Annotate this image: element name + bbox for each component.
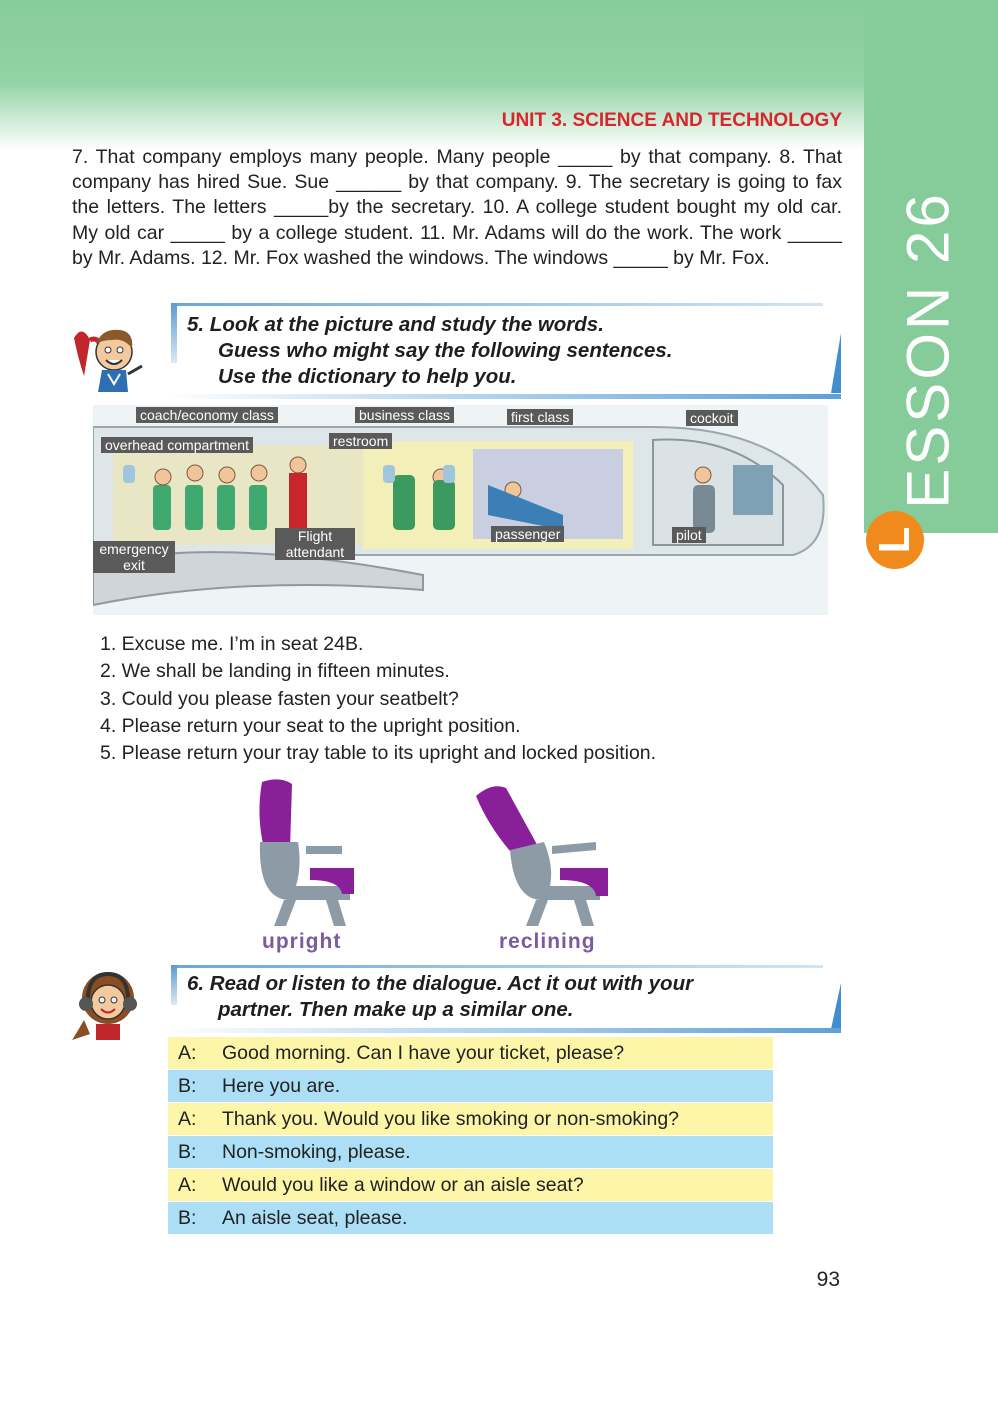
- label-cockpit: cockoit: [686, 410, 738, 426]
- speaker-label: B:: [178, 1074, 197, 1097]
- unit-title: UNIT 3. SCIENCE AND TECHNOLOGY: [501, 110, 842, 131]
- list-item: 1. Excuse me. I’m in seat 24B.: [100, 633, 364, 655]
- dialogue-row: [168, 1202, 773, 1234]
- task-6-line-1: 6. Read or listen to the dialogue. Act it out with your: [187, 972, 694, 995]
- dialogue-line: Good morning. Can I have your ticket, please?: [222, 1041, 625, 1064]
- speaker-label: A:: [178, 1107, 197, 1130]
- dialogue-row: [168, 1136, 773, 1168]
- task-5-box: [165, 303, 841, 398]
- dialogue-row: [168, 1103, 773, 1135]
- sentences-list: [100, 631, 656, 767]
- dialogue-line: Non-smoking, please.: [222, 1140, 411, 1163]
- list-item: 3. Could you please fasten your seatbelt?: [100, 687, 459, 710]
- dialogue-table: [168, 1037, 773, 1235]
- label-first-class: first class: [507, 409, 573, 425]
- reclining-seat-icon: [470, 780, 620, 930]
- speaker-label: B:: [178, 1206, 197, 1229]
- label-overhead-compartment: overhead compartment: [101, 437, 253, 453]
- dialogue-line: Would you like a window or an aisle seat?: [222, 1173, 584, 1196]
- upright-seat-icon: [250, 776, 370, 931]
- reclining-caption: reclining: [499, 930, 596, 953]
- label-coach-class: coach/economy class: [136, 407, 278, 423]
- task-5-instructions: [187, 312, 673, 390]
- girl-mascot-icon: [68, 964, 148, 1042]
- dialogue-line: Thank you. Would you like smoking or non-smoking?: [222, 1107, 680, 1130]
- label-restroom: restroom: [329, 433, 392, 449]
- label-flight-attendant: Flight attendant: [275, 528, 355, 560]
- task-5-line-2: Guess who might say the following sentences.: [218, 339, 673, 362]
- list-item: 2. We shall be landing in fifteen minutes.: [100, 660, 450, 683]
- speaker-label: A:: [178, 1041, 197, 1064]
- label-emergency-exit: emergency exit: [93, 541, 175, 573]
- label-business-class: business class: [355, 407, 454, 423]
- dialogue-line: An aisle seat, please.: [222, 1206, 408, 1229]
- lesson-letter: L: [870, 526, 919, 554]
- lesson-letter-badge: [866, 511, 924, 569]
- label-passenger: passenger: [491, 526, 564, 542]
- airplane-cabin-illustration: [93, 405, 828, 615]
- dialogue-line: Here you are.: [222, 1074, 341, 1097]
- task-6-box: [165, 965, 841, 1033]
- lesson-title: ESSON 26: [894, 191, 962, 509]
- list-item: 5. Please return your tray table to its upright and locked position.: [100, 742, 657, 765]
- speaker-label: B:: [178, 1140, 197, 1163]
- exercise-4-continuation: 7. That company employs many people. Many people _____ by that company. 8. That company has hired Sue. Sue ______ by that company. 9. The secretary is going to fax the letters. The letters _____by the secretary. 10. A college student bought my old car. My old car _____ by a college student. 11. Mr. Adams will do the work. The work _____ by Mr. Adams. 12. Mr. Fox washed the windows. The windows _____ by Mr. Fox.: [72, 146, 842, 269]
- task-5-line-3: Use the dictionary to help you.: [218, 365, 517, 388]
- task-6-instructions: [187, 971, 693, 1023]
- boy-mascot-icon: [68, 318, 148, 396]
- dialogue-row: [168, 1169, 773, 1201]
- list-item: 4. Please return your seat to the upright position.: [100, 714, 521, 737]
- speaker-label: A:: [178, 1173, 197, 1196]
- dialogue-row: [168, 1037, 773, 1069]
- task-5-line-1: 5. Look at the picture and study the words.: [187, 313, 604, 336]
- upright-caption: upright: [262, 930, 342, 953]
- page-number: 93: [816, 1268, 840, 1291]
- dialogue-row: [168, 1070, 773, 1102]
- task-6-line-2: partner. Then make up a similar one.: [218, 998, 574, 1021]
- label-pilot: pilot: [672, 527, 706, 543]
